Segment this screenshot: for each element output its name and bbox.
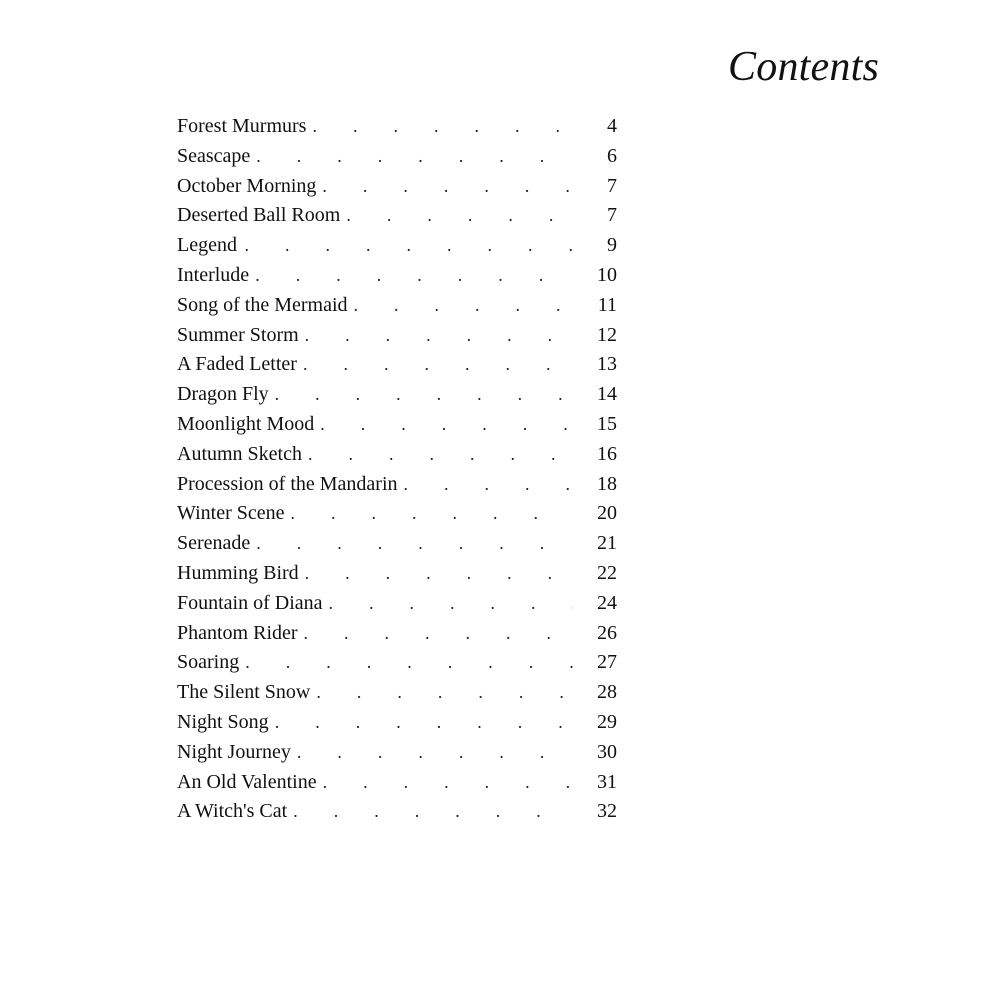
entry-title: Fountain of Diana — [177, 591, 323, 614]
toc-entry[interactable] — [177, 559, 617, 589]
toc-entry[interactable] — [177, 648, 617, 678]
dot-leader — [305, 559, 573, 589]
page-number: 15 — [597, 412, 617, 435]
toc-entry[interactable] — [177, 619, 617, 649]
toc-entry[interactable] — [177, 291, 617, 321]
dot-leader — [256, 142, 573, 172]
toc-entry[interactable] — [177, 380, 617, 410]
entry-title: Song of the Mermaid — [177, 293, 348, 316]
toc-entry[interactable] — [177, 440, 617, 470]
dot-leader — [297, 738, 573, 768]
toc-entry[interactable] — [177, 797, 617, 827]
page-number: 24 — [597, 591, 617, 614]
toc-entry[interactable] — [177, 350, 617, 380]
dot-leader — [305, 321, 573, 351]
page-number: 22 — [597, 561, 617, 584]
toc-entry[interactable] — [177, 231, 617, 261]
page-number: 13 — [597, 353, 617, 376]
dot-leader — [243, 231, 573, 261]
entry-title: Moonlight Mood — [177, 412, 315, 435]
toc-entry[interactable] — [177, 172, 617, 202]
toc-entry[interactable] — [177, 410, 617, 440]
page-number: 6 — [607, 144, 617, 167]
entry-title: A Faded Letter — [177, 353, 297, 376]
page-number: 29 — [597, 710, 617, 733]
dot-leader — [322, 172, 573, 202]
page-number: 12 — [597, 323, 617, 346]
table-of-contents — [177, 112, 617, 827]
toc-entry[interactable] — [177, 768, 617, 798]
entry-title: Dragon Fly — [177, 383, 269, 406]
dot-leader — [275, 708, 573, 738]
page-number: 10 — [597, 263, 617, 286]
page-number: 27 — [597, 651, 617, 674]
entry-title: Deserted Ball Room — [177, 204, 341, 227]
toc-entry[interactable] — [177, 499, 617, 529]
page-number: 9 — [607, 234, 617, 257]
entry-title: The Silent Snow — [177, 681, 311, 704]
entry-title: Forest Murmurs — [177, 115, 307, 137]
toc-entry[interactable] — [177, 470, 617, 500]
entry-title: Interlude — [177, 263, 250, 286]
entry-title: Serenade — [177, 532, 251, 555]
dot-leader — [256, 529, 573, 559]
page-number: 32 — [597, 800, 617, 823]
dot-leader — [308, 440, 573, 470]
dot-leader — [346, 201, 573, 231]
page-number: 30 — [597, 740, 617, 763]
page-number: 20 — [597, 502, 617, 525]
page-number: 28 — [597, 681, 617, 704]
page-number: 4 — [607, 115, 617, 137]
toc-entry[interactable] — [177, 321, 617, 351]
dot-leader — [303, 350, 573, 380]
entry-title: October Morning — [177, 174, 317, 197]
toc-entry[interactable] — [177, 708, 617, 738]
dot-leader — [329, 589, 573, 619]
entry-title: An Old Valentine — [177, 770, 317, 793]
dot-leader — [275, 380, 573, 410]
toc-entry[interactable] — [177, 738, 617, 768]
toc-entry[interactable] — [177, 261, 617, 291]
toc-entry[interactable] — [177, 678, 617, 708]
dot-leader — [404, 470, 573, 500]
dot-leader — [316, 678, 573, 708]
entry-title: Procession of the Mandarin — [177, 472, 398, 495]
entry-title: A Witch's Cat — [177, 800, 288, 823]
dot-leader — [255, 261, 573, 291]
dot-leader — [293, 797, 573, 827]
entry-title: Summer Storm — [177, 323, 299, 346]
entry-title: Humming Bird — [177, 561, 299, 584]
dot-leader — [354, 291, 573, 321]
entry-title: Soaring — [177, 651, 240, 674]
page-number: 7 — [607, 174, 617, 197]
page-title: Contents — [728, 44, 879, 91]
page-number: 7 — [607, 204, 617, 227]
entry-title: Autumn Sketch — [177, 442, 302, 465]
dot-leader — [323, 768, 573, 798]
entry-title: Night Journey — [177, 740, 291, 763]
page-number: 26 — [597, 621, 617, 644]
dot-leader — [304, 619, 573, 649]
toc-entry[interactable] — [177, 529, 617, 559]
entry-title: Night Song — [177, 710, 269, 733]
entry-title: Seascape — [177, 144, 251, 167]
entry-title: Winter Scene — [177, 502, 285, 525]
dot-leader — [312, 112, 573, 142]
page-number: 16 — [597, 442, 617, 465]
toc-entry[interactable] — [177, 112, 617, 142]
toc-entry[interactable] — [177, 201, 617, 231]
page-number: 11 — [597, 293, 617, 316]
toc-entry[interactable] — [177, 142, 617, 172]
page-number: 14 — [597, 383, 617, 406]
dot-leader — [290, 499, 573, 529]
dot-leader — [320, 410, 573, 440]
page-number: 31 — [597, 770, 617, 793]
toc-entry[interactable] — [177, 589, 617, 619]
entry-title: Legend — [177, 234, 237, 257]
dot-leader — [245, 648, 573, 678]
entry-title: Phantom Rider — [177, 621, 298, 644]
page-number: 18 — [597, 472, 617, 495]
page-number: 21 — [597, 532, 617, 555]
